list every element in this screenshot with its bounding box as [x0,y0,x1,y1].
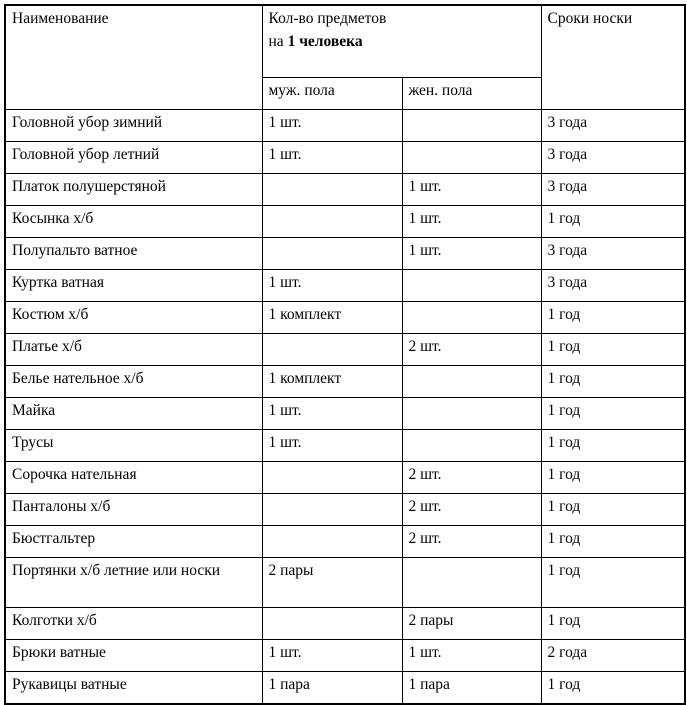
table-row [5,238,685,270]
header-name: Наименование [5,5,262,110]
table-row [5,494,685,526]
header-row-main [5,5,685,78]
table-row [5,334,685,366]
cell-name: Головной убор летний [5,142,262,174]
cell-female [402,398,541,430]
cell-male: 1 шт. [262,142,402,174]
header-male: муж. пола [262,78,402,110]
cell-term: 3 года [541,238,685,270]
cell-male [262,526,402,558]
table-row [5,398,685,430]
cell-name: Брюки ватные [5,640,262,672]
header-quantity-line1: Кол-во предметов [268,10,387,27]
cell-name: Майка [5,398,262,430]
cell-male [262,206,402,238]
cell-term: 1 год [541,206,685,238]
cell-male: 1 комплект [262,366,402,398]
cell-term: 3 года [541,110,685,142]
cell-male [262,494,402,526]
table-row [5,110,685,142]
cell-term: 2 года [541,640,685,672]
cell-male [262,334,402,366]
cell-name: Костюм х/б [5,302,262,334]
cell-name: Полупальто ватное [5,238,262,270]
cell-name: Косынка х/б [5,206,262,238]
cell-term: 1 год [541,302,685,334]
cell-term: 1 год [541,398,685,430]
cell-female [402,142,541,174]
table-row [5,462,685,494]
cell-name: Платье х/б [5,334,262,366]
cell-name: Сорочка нательная [5,462,262,494]
cell-female: 2 пары [402,608,541,640]
clothing-norms-table [4,4,686,705]
cell-term: 3 года [541,174,685,206]
cell-name: Трусы [5,430,262,462]
cell-term: 1 год [541,430,685,462]
cell-male: 1 пара [262,672,402,705]
cell-term: 1 год [541,366,685,398]
cell-female: 2 шт. [402,334,541,366]
cell-name: Куртка ватная [5,270,262,302]
cell-female [402,302,541,334]
table-row [5,558,685,608]
cell-male [262,238,402,270]
cell-name: Белье нательное х/б [5,366,262,398]
table-row [5,174,685,206]
cell-term: 1 год [541,462,685,494]
header-female: жен. пола [402,78,541,110]
cell-female: 1 шт. [402,206,541,238]
cell-term: 1 год [541,494,685,526]
table-row [5,206,685,238]
cell-female [402,110,541,142]
cell-female: 1 шт. [402,640,541,672]
header-quantity [262,5,541,78]
cell-male: 1 шт. [262,398,402,430]
cell-female: 2 шт. [402,494,541,526]
cell-term: 1 год [541,608,685,640]
table-row [5,608,685,640]
cell-female [402,430,541,462]
cell-male: 1 комплект [262,302,402,334]
cell-male: 1 шт. [262,430,402,462]
table-row [5,672,685,705]
header-quantity-bold: 1 человека [287,33,363,51]
cell-male: 1 шт. [262,640,402,672]
cell-term: 3 года [541,142,685,174]
header-quantity-line2 [269,33,535,51]
cell-male [262,608,402,640]
cell-term: 1 год [541,558,685,608]
cell-name: Портянки х/б летние или носки [5,558,262,608]
cell-term: 1 год [541,672,685,705]
header-quantity-prefix: на [268,33,288,51]
table-row [5,640,685,672]
cell-name: Платок полушерстяной [5,174,262,206]
table-row [5,142,685,174]
header-term: Сроки носки [541,5,685,110]
table-header [5,5,685,110]
cell-female: 1 шт. [402,174,541,206]
cell-female [402,366,541,398]
cell-female: 1 шт. [402,238,541,270]
cell-male: 1 шт. [262,270,402,302]
table-row [5,302,685,334]
cell-name: Рукавицы ватные [5,672,262,705]
cell-name: Головной убор зимний [5,110,262,142]
cell-female: 2 шт. [402,526,541,558]
cell-female [402,558,541,608]
cell-name: Бюстгальтер [5,526,262,558]
cell-name: Колготки х/б [5,608,262,640]
table-row [5,270,685,302]
cell-female: 2 шт. [402,462,541,494]
cell-male [262,174,402,206]
cell-female [402,270,541,302]
table-body [5,110,685,705]
cell-term: 3 года [541,270,685,302]
table-row [5,430,685,462]
cell-female: 1 пара [402,672,541,705]
cell-male [262,462,402,494]
cell-name: Панталоны х/б [5,494,262,526]
table-row [5,526,685,558]
cell-male: 2 пары [262,558,402,608]
cell-term: 1 год [541,526,685,558]
table-row [5,366,685,398]
cell-term: 1 год [541,334,685,366]
cell-male: 1 шт. [262,110,402,142]
